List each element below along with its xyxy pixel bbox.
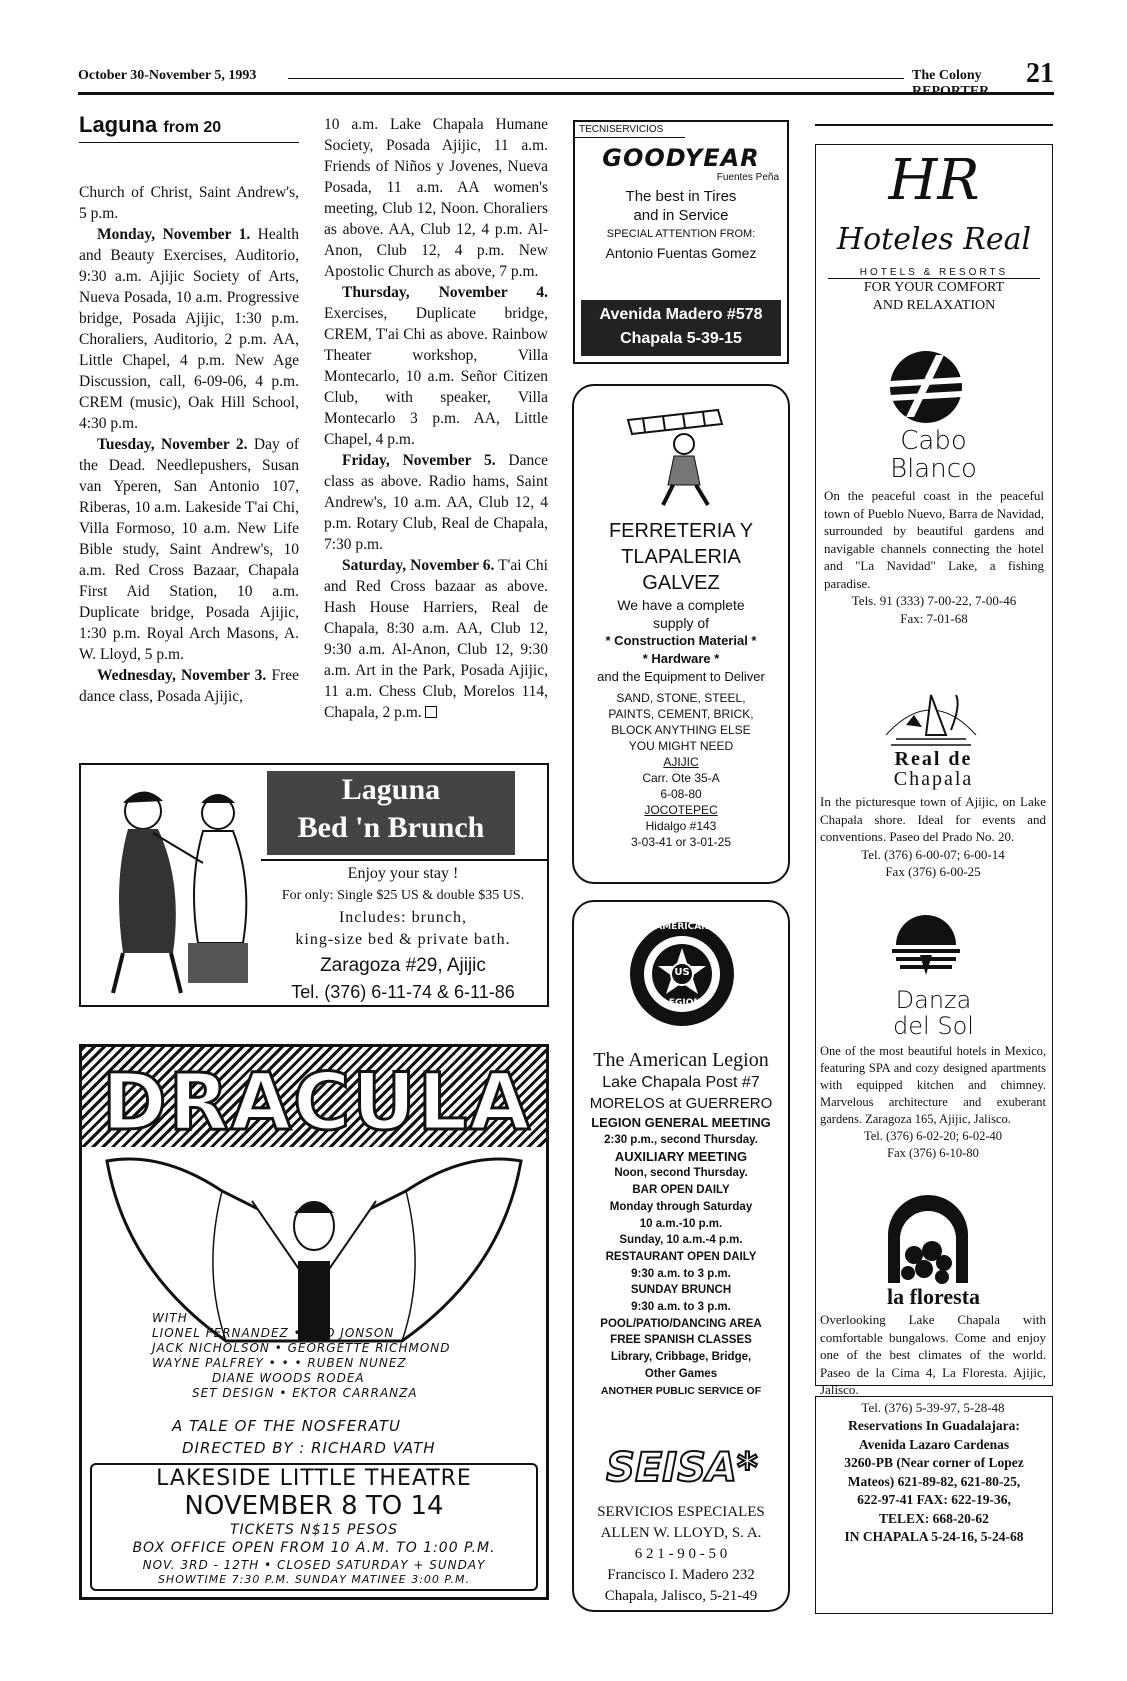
header-rule: [288, 78, 904, 79]
credits-cast: WAYNE PALFREY • • • RUBEN NUNEZ: [152, 1356, 407, 1370]
ferreteria-line: and the Equipment to Deliver: [597, 669, 765, 684]
page-header: [78, 58, 1054, 90]
article-paragraph: Wednesday, November 3. Free dance class, Posada Ajijic,: [79, 667, 299, 705]
legion-line: Library, Cribbage, Bridge,: [610, 1351, 752, 1364]
hotel-tel: Tel. (376) 5-39-97, 5-28-48: [861, 1399, 1005, 1415]
danza-sol-name: [816, 987, 1051, 1039]
goodyear-line: Antonio Fuentas Gomez: [605, 245, 757, 261]
ferreteria-body: [578, 518, 784, 850]
ferreteria-line: 3-03-41 or 3-01-25: [630, 835, 732, 849]
reservations-line: TELEX: 668-20-62: [879, 1510, 989, 1526]
legion-line: 2:30 p.m., second Thursday.: [604, 1134, 758, 1146]
legion-title: The American Legion: [593, 1049, 769, 1071]
end-mark-icon: [425, 706, 437, 718]
goodyear-address: Avenida Madero #578: [599, 306, 763, 323]
laguna-address: Zaragoza #29, Ajijic: [320, 955, 486, 976]
laguna-ad: [79, 763, 549, 1007]
legion-line: ANOTHER PUBLIC SERVICE OF: [600, 1384, 762, 1397]
dracula-dates: NOVEMBER 8 TO 14: [184, 1491, 444, 1521]
legion-line: POOL/PATIO/DANCING AREA: [600, 1317, 762, 1330]
goodyear-ad: [573, 120, 789, 364]
hotel-title: Chapala: [893, 768, 974, 790]
reservations-line: Mateos) 621-89-82, 621-80-25,: [847, 1473, 1021, 1489]
ferreteria-title: GALVEZ: [642, 572, 720, 594]
article-column-2: [324, 114, 548, 723]
dracula-director: DIRECTED BY : RICHARD VATH: [182, 1439, 436, 1457]
la-floresta-name: la floresta: [886, 1284, 981, 1309]
credits-with: WITH: [152, 1311, 188, 1325]
article-paragraph: Church of Christ, Saint Andrew's, 5 p.m.: [79, 184, 299, 222]
cabo-blanco-text: [824, 487, 1044, 627]
article-paragraph: Friday, November 5. Dance class as above. Radio hams, Saint Andrew's, 10 a.m. AA, Club 12, 4 p.m. Rotary Club, Real de Chapala, 7:30 p.m.: [324, 452, 548, 553]
seisa-line: Chapala, Jalisco, 5-21-49: [604, 1588, 758, 1604]
goodyear-address-block: [581, 300, 781, 356]
legion-line: Noon, second Thursday.: [614, 1167, 748, 1180]
ferreteria-title: FERRETERIA Y: [608, 520, 754, 542]
legion-line: 9:30 a.m. to 3 p.m.: [631, 1301, 731, 1314]
laguna-subtitle: Bed 'n Brunch: [297, 811, 485, 844]
credits-cast: LIONEL FERNANDEZ • TOD JONSON: [152, 1326, 395, 1340]
hotel-fax: Fax (376) 6-00-25: [885, 864, 981, 879]
real-chapala-name: [816, 749, 1051, 789]
hotel-title: Real de: [894, 748, 973, 770]
danza-sol-text: [820, 1043, 1046, 1162]
credits-cast: DIANE WOODS RODEA: [212, 1371, 365, 1385]
reservations-line: IN CHAPALA 5-24-16, 5-24-68: [844, 1529, 1024, 1544]
legion-body: [576, 1048, 786, 1399]
hotel-name: Hoteles Real: [836, 222, 1032, 257]
hotel-tagline: AND RELAXATION: [872, 298, 996, 313]
laguna-body: [257, 863, 549, 1003]
reservations-line: Avenida Lazaro Cardenas: [858, 1436, 1010, 1452]
legion-address: MORELOS at GUERRERO: [589, 1095, 773, 1112]
goodyear-line: The best in Tires: [625, 188, 737, 205]
dracula-tickets: TICKETS N$15 PESOS: [229, 1522, 399, 1538]
legion-line: RESTAURANT OPEN DAILY: [605, 1250, 757, 1263]
cartoon-figures-icon: [93, 773, 263, 999]
reservations-text: [816, 1417, 1052, 1547]
seisa-logo: SEISA*: [606, 1445, 758, 1491]
reservations-box: [815, 1396, 1053, 1614]
header-bottom-rule: [78, 92, 1054, 95]
hotel-top-rule: [815, 124, 1053, 126]
laguna-line: Includes: brunch,: [338, 909, 468, 926]
legion-meeting: LEGION GENERAL MEETING: [591, 1115, 771, 1130]
headline-word: Laguna: [79, 112, 158, 137]
goodyear-body: [575, 187, 787, 263]
dracula-ad: [79, 1044, 549, 1600]
legion-line: 9:30 a.m. to 3 p.m.: [631, 1267, 731, 1280]
dracula-showtime: SHOWTIME 7:30 P.M. SUNDAY MATINEE 3:00 P.M.: [157, 1573, 471, 1586]
dracula-ticket-banner: [90, 1463, 538, 1591]
ferreteria-line: BLOCK ANYTHING ELSE: [611, 723, 751, 737]
seisa-info: [576, 1502, 786, 1607]
article-paragraph: Tuesday, November 2. Day of the Dead. Needlepushers, Susan van Yperen, San Antonio 107, Riberas, 10 a.m. Lakeside T'ai Chi, Villa Formoso, 10 a.m. New Life Bible study, Saint Andrew's, 10 a.m. Red Cross Bazaar, Chapala First Aid Station, 10 a.m. Duplicate bridge, Posada Ajijic, 1:30 p.m. Royal Arch Masons, A. W. Lloyd, 5 p.m.: [79, 436, 299, 663]
dracula-title: DRACULA: [102, 1058, 532, 1148]
issue-date: October 30-November 5, 1993: [78, 68, 257, 83]
goodyear-brand: GOODYEAR: [602, 144, 760, 172]
seisa-line: ALLEN W. LLOYD, S. A.: [600, 1525, 762, 1541]
laguna-title: Laguna: [341, 773, 441, 806]
paper-name: The Colony: [912, 68, 982, 83]
article-paragraph: 10 a.m. Lake Chapala Humane Society, Posada Ajijic, 11 a.m. Friends of Niños y Jovenes, Nueva Posada, 11 a.m. AA women's meeting, Club 12, Noon. Choraliers as above. AA, Club 12, 4 p.m. Al-Anon, Club 12, 4 p.m. New Apostolic Church as above, 7 p.m.: [324, 116, 548, 280]
legion-line: Other Games: [644, 1367, 718, 1380]
ferreteria-location: JOCOTEPEC: [644, 803, 718, 817]
hotel-title: Danza: [895, 986, 972, 1014]
goodyear-line: SPECIAL ATTENTION FROM:: [606, 228, 756, 240]
hotel-tel: Tels. 91 (333) 7-00-22, 7-00-46: [851, 593, 1017, 608]
ferreteria-line: SAND, STONE, STEEL,: [616, 691, 746, 705]
hotel-sub: HOTELS & RESORTS: [828, 267, 1040, 279]
la-floresta-logo-icon: [880, 1195, 976, 1285]
laguna-line: Enjoy your stay !: [347, 865, 459, 882]
dracula-schedule: NOV. 3RD - 12TH • CLOSED SATURDAY + SUNDAY: [142, 1558, 486, 1572]
ladder-man-icon: [618, 400, 748, 510]
real-chapala-text: [820, 793, 1046, 881]
legion-emblem-mid: US: [674, 967, 690, 978]
dracula-theatre: LAKESIDE LITTLE THEATRE: [156, 1466, 472, 1491]
hotel-description: Overlooking Lake Chapala with comfortable bungalows. Come and enjoy one of the best climates of the world. Paseo de la Cima 4, La Floresta. Ajijic, Jalisco.: [820, 1312, 1046, 1397]
ferreteria-line: Hidalgo #143: [645, 819, 717, 833]
hotel-title: Cabo: [900, 426, 967, 456]
headline-rule: [79, 142, 299, 143]
dracula-credits: [152, 1311, 482, 1401]
article-column-1: [79, 182, 299, 707]
ferreteria-location: AJIJIC: [663, 755, 699, 769]
laguna-tel: Tel. (376) 6-11-74 & 6-11-86: [291, 982, 515, 1002]
article-paragraph: Saturday, November 6. T'ai Chi and Red Cross bazaar as above. Hash House Harriers, Real de Chapala, 8:30 a.m. AA, Club 12, 9:30 a.m. Al-Anon, Club 12, 9:30 a.m. Art in the Park, Posada Ajijic, 11 a.m. Chess Club, Morelos 114, Chapala, 2 p.m.: [324, 557, 548, 721]
hotel-description: On the peaceful coast in the peaceful town of Pueblo Nuevo, Barra de Navidad, surrounded by beautiful gardens and navigable channels connecting the hotel and "La Navidad" Lake, a fishing paradise.: [824, 488, 1044, 591]
ferreteria-line: PAINTS, CEMENT, BRICK,: [608, 707, 754, 721]
headline-continued: from 20: [163, 119, 222, 136]
legion-details: [576, 1132, 786, 1399]
laguna-title-block: [267, 771, 515, 855]
legion-emblem-bot: LEGION: [663, 998, 701, 1008]
legion-line: FREE SPANISH CLASSES: [610, 1334, 752, 1347]
hotel-ad: [815, 144, 1053, 1415]
hotel-tagline: FOR YOUR COMFORT: [863, 280, 1005, 295]
laguna-line: For only: Single $25 US & double $35 US.: [281, 888, 525, 903]
reservations-line: Reservations In Guadalajara:: [848, 1418, 1020, 1433]
goodyear-line: and in Service: [633, 207, 729, 224]
legion-line: BAR OPEN DAILY: [632, 1184, 730, 1197]
danza-sol-logo-icon: [890, 915, 962, 985]
hotel-description: One of the most beautiful hotels in Mexico, featuring SPA and cozy designed apartments with equipped kitchen and chimney. Marvelous architecture and exuberant gardens. Zaragoza 165, Ajijic, Jalisco.: [820, 1044, 1046, 1126]
dracula-tale: A TALE OF THE NOSFERATU: [172, 1417, 401, 1435]
dracula-box-office: BOX OFFICE OPEN FROM 10 A.M. TO 1:00 P.M.: [132, 1540, 496, 1556]
laguna-line: king-size bed & private bath.: [295, 931, 511, 948]
article-paragraph: Monday, November 1. Health and Beauty Exercises, Auditorio, 9:30 a.m. Ajijic Society of Arts, Nueva Posada, 10 a.m. Progressive bridge, Posada Ajijic, 1:30 p.m. Choraliers, Auditorio, 2 p.m. AA, Little Chapel, 4 p.m. New Age Discussion, call, 6-09-06, 4 p.m. CREM (music), Oak Hill School, 4:30 p.m.: [79, 226, 299, 432]
emblem-top: AMERICAN: [655, 922, 709, 932]
hotel-fax: Fax (376) 6-10-80: [887, 1146, 979, 1160]
hotel-monogram: HR: [888, 148, 980, 213]
ferreteria-line: Carr. Ote 35-A: [642, 771, 720, 785]
goodyear-phone: Chapala 5-39-15: [620, 330, 742, 347]
ferreteria-line: * Hardware *: [642, 651, 720, 666]
legion-line: SUNDAY BRUNCH: [630, 1284, 732, 1297]
ferreteria-line: YOU MIGHT NEED: [628, 739, 734, 753]
seisa-line: Francisco I. Madero 232: [607, 1567, 755, 1583]
credits-cast: JACK NICHOLSON • GEORGETTE RICHMOND: [152, 1341, 451, 1355]
cabo-blanco-logo-icon: [886, 347, 966, 427]
goodyear-tag: TECNISERVICIOS: [575, 122, 685, 138]
seisa-line: SERVICIOS ESPECIALES: [597, 1504, 765, 1520]
legion-line: 10 a.m.-10 p.m.: [639, 1217, 723, 1230]
ferreteria-ad: [572, 384, 790, 884]
legion-post: Lake Chapala Post #7: [602, 1074, 760, 1091]
legion-ad: [572, 900, 790, 1612]
credits-design: SET DESIGN • EKTOR CARRANZA: [192, 1386, 418, 1400]
hotel-tel: Tel. (376) 6-02-20; 6-02-40: [864, 1129, 1002, 1143]
hotel-title: Blanco: [890, 454, 977, 484]
reservations-line: 3260-PB (Near corner of Lopez: [844, 1455, 1024, 1470]
ferreteria-title: TLAPALERIA: [621, 546, 741, 568]
page-number: 21: [1026, 58, 1054, 89]
goodyear-sub: Fuentes Peña: [716, 172, 779, 183]
ferreteria-line: supply of: [652, 615, 710, 631]
reservations-line: 622-97-41 FAX: 622-19-36,: [857, 1492, 1011, 1507]
article-headline: [79, 112, 221, 138]
ferreteria-line: * Construction Material *: [605, 633, 757, 648]
legion-line: AUXILIARY MEETING: [614, 1148, 748, 1164]
hotel-title: del Sol: [893, 1012, 974, 1040]
article-paragraph: Thursday, November 4. Exercises, Duplicate bridge, CREM, T'ai Chi as above. Rainbow Theater workshop, Villa Montecarlo, 10 a.m. Señor Citizen Club, with speaker, Villa Montecarlo 3 p.m. AA, Little Chapel, 4 p.m.: [324, 284, 548, 448]
hotel-description: In the picturesque town of Ajijic, on Lake Chapala shore. Ideal for events and conventions. Paseo del Prado No. 20.: [820, 794, 1046, 844]
hotel-fax: Fax: 7-01-68: [900, 610, 968, 626]
legion-line: Sunday, 10 a.m.-4 p.m.: [619, 1234, 743, 1247]
seisa-line: 6 2 1 - 9 0 - 5 0: [634, 1546, 728, 1562]
hotel-tel: Tel. (376) 6-00-07; 6-00-14: [861, 846, 1005, 862]
laguna-divider: [261, 859, 547, 861]
real-chapala-logo-icon: [876, 675, 986, 755]
ferreteria-line: We have a complete: [617, 597, 745, 613]
legion-emblem-text: [626, 922, 738, 932]
legion-line: Monday through Saturday: [609, 1200, 753, 1213]
cabo-blanco-name: [816, 427, 1051, 483]
ferreteria-line: 6-08-80: [660, 787, 702, 801]
